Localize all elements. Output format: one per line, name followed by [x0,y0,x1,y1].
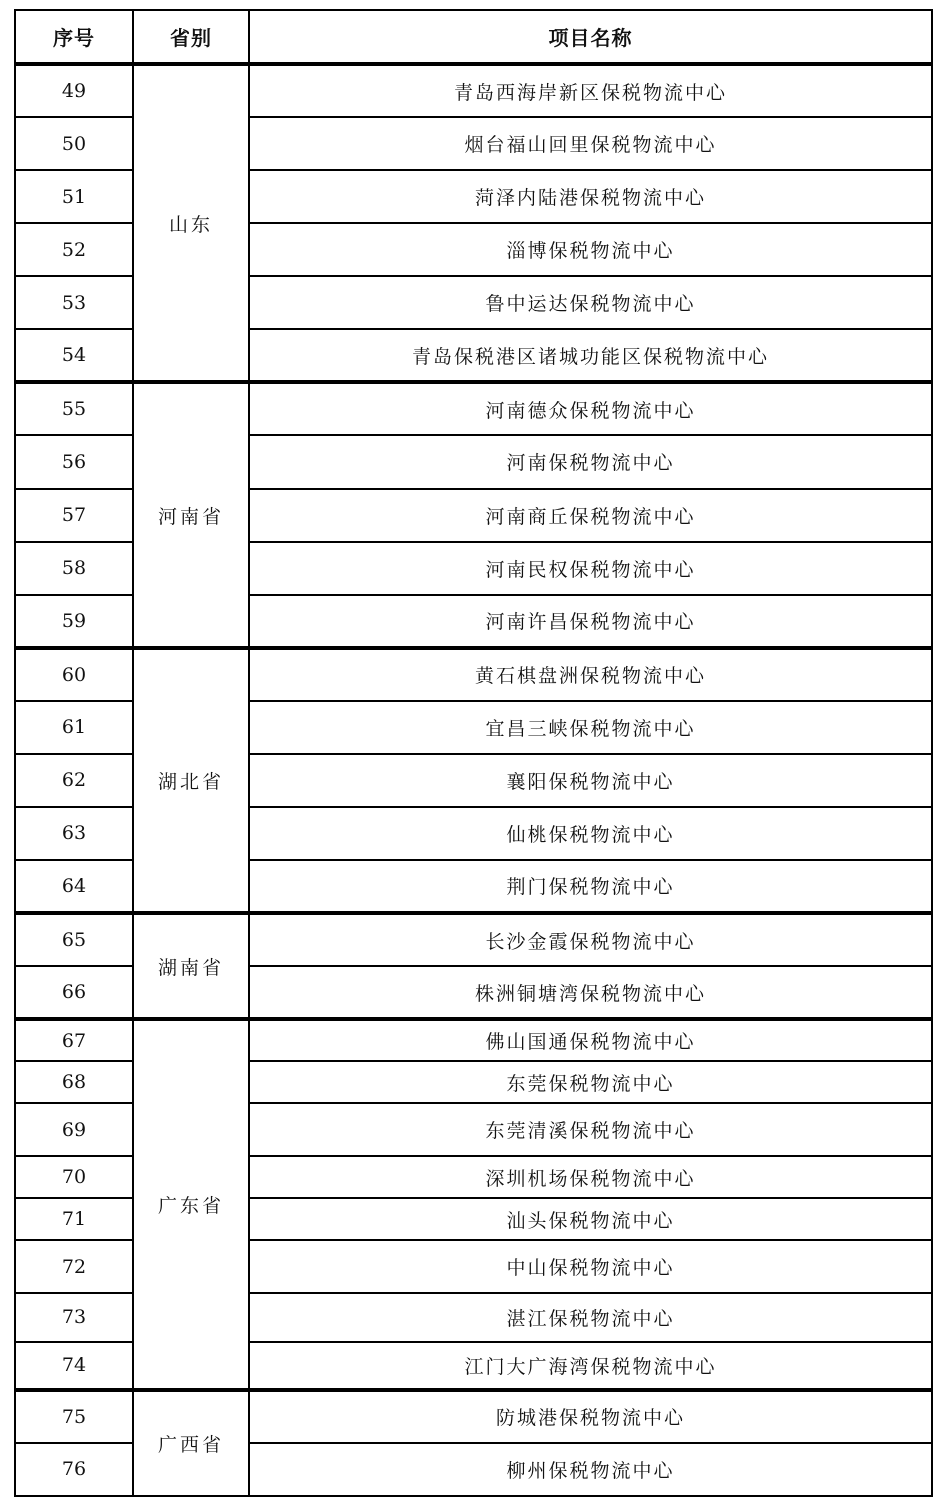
cell-project-name: 宜昌三峡保税物流中心 [249,701,932,754]
table-row [15,1390,932,1443]
cell-seq: 71 [15,1198,133,1240]
cell-seq: 74 [15,1342,133,1390]
cell-seq: 68 [15,1061,133,1103]
cell-project-name: 黄石棋盘洲保税物流中心 [249,648,932,701]
cell-seq: 49 [15,64,133,117]
cell-project-name: 东莞清溪保税物流中心 [249,1103,932,1156]
cell-project-name: 深圳机场保税物流中心 [249,1156,932,1198]
cell-province: 广西省 [133,1390,249,1496]
table-row [15,913,932,966]
cell-seq: 72 [15,1240,133,1293]
cell-project-name: 长沙金霞保税物流中心 [249,913,932,966]
cell-seq: 69 [15,1103,133,1156]
cell-project-name: 荆门保税物流中心 [249,860,932,913]
cell-seq: 55 [15,382,133,435]
cell-project-name: 菏泽内陆港保税物流中心 [249,170,932,223]
cell-project-name: 河南许昌保税物流中心 [249,595,932,648]
cell-province: 山东 [133,64,249,382]
cell-seq: 61 [15,701,133,754]
table-row [15,382,932,435]
cell-seq: 54 [15,329,133,382]
header-row [15,10,932,64]
cell-project-name: 佛山国通保税物流中心 [249,1019,932,1061]
cell-seq: 76 [15,1443,133,1496]
cell-project-name: 东莞保税物流中心 [249,1061,932,1103]
cell-project-name: 湛江保税物流中心 [249,1293,932,1341]
header-seq: 序号 [15,10,133,64]
cell-seq: 63 [15,807,133,860]
cell-seq: 64 [15,860,133,913]
table-row [15,1019,932,1061]
cell-province: 广东省 [133,1019,249,1389]
cell-seq: 73 [15,1293,133,1341]
cell-seq: 66 [15,966,133,1019]
header-province: 省别 [133,10,249,64]
cell-project-name: 仙桃保税物流中心 [249,807,932,860]
cell-project-name: 青岛保税港区诸城功能区保税物流中心 [249,329,932,382]
cell-project-name: 河南商丘保税物流中心 [249,489,932,542]
cell-seq: 58 [15,542,133,595]
cell-seq: 75 [15,1390,133,1443]
table-row [15,648,932,701]
cell-project-name: 河南保税物流中心 [249,435,932,488]
table-row [15,64,932,117]
cell-project-name: 淄博保税物流中心 [249,223,932,276]
cell-seq: 67 [15,1019,133,1061]
cell-project-name: 株洲铜塘湾保税物流中心 [249,966,932,1019]
cell-seq: 62 [15,754,133,807]
cell-province: 湖南省 [133,913,249,1019]
cell-project-name: 汕头保税物流中心 [249,1198,932,1240]
cell-project-name: 鲁中运达保税物流中心 [249,276,932,329]
table-body [15,64,932,1496]
cell-project-name: 柳州保税物流中心 [249,1443,932,1496]
cell-seq: 51 [15,170,133,223]
cell-seq: 57 [15,489,133,542]
bonded-logistics-table [14,9,933,1497]
cell-province: 湖北省 [133,648,249,913]
cell-project-name: 中山保税物流中心 [249,1240,932,1293]
cell-project-name: 河南德众保税物流中心 [249,382,932,435]
cell-seq: 59 [15,595,133,648]
cell-seq: 70 [15,1156,133,1198]
cell-project-name: 防城港保税物流中心 [249,1390,932,1443]
cell-project-name: 襄阳保税物流中心 [249,754,932,807]
cell-project-name: 江门大广海湾保税物流中心 [249,1342,932,1390]
header-name: 项目名称 [249,10,932,64]
cell-seq: 52 [15,223,133,276]
cell-project-name: 烟台福山回里保税物流中心 [249,117,932,170]
cell-project-name: 青岛西海岸新区保税物流中心 [249,64,932,117]
cell-seq: 60 [15,648,133,701]
cell-seq: 65 [15,913,133,966]
cell-province: 河南省 [133,382,249,647]
cell-seq: 50 [15,117,133,170]
cell-project-name: 河南民权保税物流中心 [249,542,932,595]
cell-seq: 56 [15,435,133,488]
cell-seq: 53 [15,276,133,329]
